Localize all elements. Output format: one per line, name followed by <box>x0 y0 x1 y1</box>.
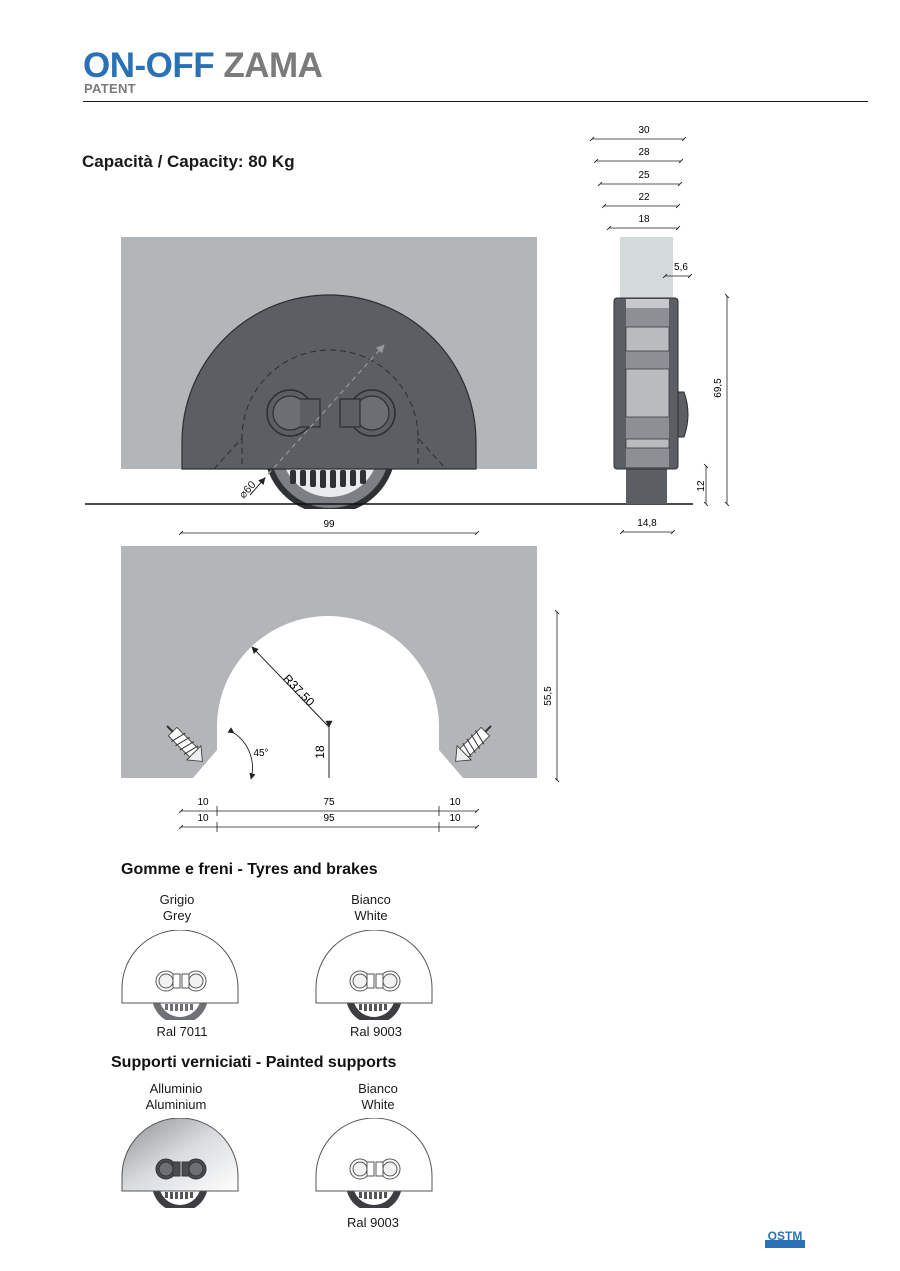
tyre-white-swatch <box>309 930 439 1020</box>
dim-side-25: 25 <box>638 170 650 181</box>
dim-row1-right: 10 <box>449 797 461 808</box>
ostm-logo-text: OSTM <box>767 1229 803 1243</box>
dim-side-base: 14,8 <box>637 518 657 529</box>
tyre-white-label-en: White <box>354 908 388 923</box>
dim-row2-right: 10 <box>449 813 461 824</box>
tyres-section-title: Gomme e freni - Tyres and brakes <box>121 861 378 878</box>
tyre-grey-label-it: Grigio <box>159 892 195 907</box>
dim-row1-mid: 75 <box>323 797 335 808</box>
tyre-white-ral: Ral 9003 <box>349 1024 403 1039</box>
dim-side-30: 30 <box>638 125 650 136</box>
support-alu-swatch <box>115 1118 245 1208</box>
dim-row2-mid: 95 <box>323 813 335 824</box>
dim-side-28: 28 <box>638 147 650 158</box>
support-alu-label-en: Aluminium <box>145 1097 207 1112</box>
dim-cutout-radius: R37.50 <box>280 671 318 710</box>
support-white-label <box>328 1081 428 1113</box>
support-alu-label <box>126 1081 226 1113</box>
tyre-grey-swatch <box>115 930 245 1020</box>
tyre-white-label <box>321 892 421 924</box>
support-alu-label-it: Alluminio <box>149 1081 203 1096</box>
support-white-label-en: White <box>361 1097 395 1112</box>
dim-side-offset: 5,6 <box>674 262 688 273</box>
dim-angle: 45° <box>253 748 269 759</box>
wheel-diameter-label: ⌀60 <box>237 478 259 502</box>
dim-side-bottom: 12 <box>696 480 707 492</box>
side-view <box>614 237 688 504</box>
dim-front-width: 99 <box>323 519 335 530</box>
dim-side-22: 22 <box>638 192 650 203</box>
tyre-grey-label-en: Grey <box>162 908 192 923</box>
title-zama: ZAMA <box>223 46 323 85</box>
dim-side-18: 18 <box>638 214 650 225</box>
ostm-logo <box>764 1226 808 1250</box>
tyre-grey-ral: Ral 7011 <box>156 1024 208 1039</box>
title-on-off: ON-OFF <box>83 46 215 85</box>
support-white-ral: Ral 9003 <box>346 1215 400 1230</box>
capacity-label: Capacità / Capacity: 80 Kg <box>82 152 295 171</box>
support-white-label-it: Bianco <box>358 1081 398 1096</box>
dim-cutout-height: 55,5 <box>543 686 554 706</box>
support-white-swatch <box>309 1118 439 1208</box>
tyre-grey-label <box>127 892 227 924</box>
dim-row2-left: 10 <box>197 813 209 824</box>
dim-row1-left: 10 <box>197 797 209 808</box>
dim-cutout-center: 18 <box>313 745 327 759</box>
tyre-white-label-it: Bianco <box>351 892 391 907</box>
patent-label: PATENT <box>84 81 136 96</box>
supports-section-title: Supporti verniciati - Painted supports <box>111 1054 397 1071</box>
dim-side-height: 69,5 <box>713 378 724 398</box>
